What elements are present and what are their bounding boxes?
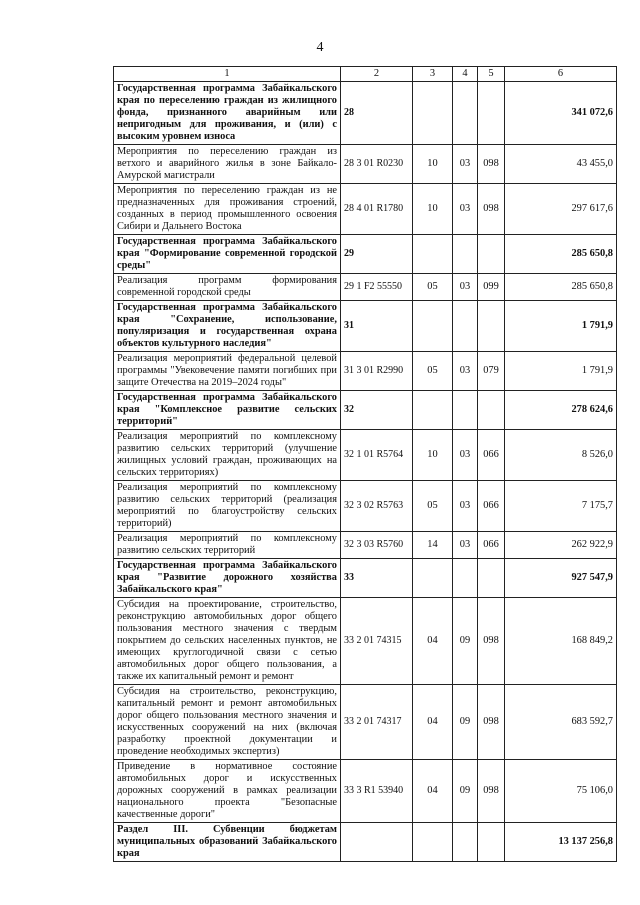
row-amount-cell: 8 526,0 [505, 430, 617, 481]
table-row [114, 823, 617, 862]
row-subsection-cell: 09 [453, 760, 478, 823]
table-row [114, 82, 617, 145]
table-row [114, 352, 617, 391]
row-amount-cell: 168 849,2 [505, 598, 617, 685]
row-subsection-cell: 03 [453, 274, 478, 301]
row-subsection-cell [453, 301, 478, 352]
row-expense-type-cell: 098 [478, 145, 505, 184]
row-name-cell: Государственная программа Забайкальского края по переселению граждан из жилищного фонда, признанного аварийным или непригодным для проживания, и (или) с высоким уровнем износа [114, 82, 341, 145]
row-name-cell: Мероприятия по переселению граждан из ветхого и аварийного жилья в зоне Байкало-Амурской магистрали [114, 145, 341, 184]
column-header: 3 [413, 67, 453, 82]
table-row [114, 391, 617, 430]
row-name-cell: Государственная программа Забайкальского края "Сохранение, использование, популяризация и государственная охрана объектов культурного наследия" [114, 301, 341, 352]
table-row [114, 760, 617, 823]
table-row [114, 274, 617, 301]
row-expense-type-cell [478, 301, 505, 352]
column-header: 2 [341, 67, 413, 82]
row-expense-type-cell: 098 [478, 685, 505, 760]
row-code-cell: 33 3 R1 53940 [341, 760, 413, 823]
row-section-cell: 04 [413, 760, 453, 823]
row-name-cell: Приведение в нормативное состояние автомобильных дорог и искусственных дорожных сооружений в рамках реализации национального проекта "Безопасные качественные дороги" [114, 760, 341, 823]
row-code-cell [341, 823, 413, 862]
row-subsection-cell: 09 [453, 685, 478, 760]
row-code-cell: 32 3 03 R5760 [341, 532, 413, 559]
row-amount-cell: 683 592,7 [505, 685, 617, 760]
row-code-cell: 33 2 01 74317 [341, 685, 413, 760]
row-expense-type-cell [478, 391, 505, 430]
row-expense-type-cell [478, 82, 505, 145]
table-body [114, 82, 617, 862]
row-expense-type-cell: 066 [478, 481, 505, 532]
row-code-cell: 33 2 01 74315 [341, 598, 413, 685]
row-subsection-cell [453, 82, 478, 145]
row-subsection-cell: 03 [453, 352, 478, 391]
row-expense-type-cell: 098 [478, 760, 505, 823]
row-expense-type-cell: 079 [478, 352, 505, 391]
column-header: 5 [478, 67, 505, 82]
row-amount-cell: 13 137 256,8 [505, 823, 617, 862]
row-expense-type-cell [478, 823, 505, 862]
row-section-cell [413, 823, 453, 862]
row-expense-type-cell: 098 [478, 184, 505, 235]
row-amount-cell: 1 791,9 [505, 301, 617, 352]
row-subsection-cell: 03 [453, 481, 478, 532]
row-expense-type-cell: 098 [478, 598, 505, 685]
table-row [114, 559, 617, 598]
row-code-cell: 28 [341, 82, 413, 145]
row-name-cell: Раздел III. Субвенции бюджетам муниципальных образований Забайкальского края [114, 823, 341, 862]
row-expense-type-cell [478, 559, 505, 598]
row-section-cell [413, 391, 453, 430]
row-name-cell: Государственная программа Забайкальского края "Развитие дорожного хозяйства Забайкальского края" [114, 559, 341, 598]
row-amount-cell: 43 455,0 [505, 145, 617, 184]
row-name-cell: Мероприятия по переселению граждан из не предназначенных для проживания строений, созданных в период промышленного освоения Сибири и Дальнего Востока [114, 184, 341, 235]
table-row [114, 430, 617, 481]
row-name-cell: Реализация программ формирования современной городской среды [114, 274, 341, 301]
row-subsection-cell: 03 [453, 184, 478, 235]
table-row [114, 301, 617, 352]
row-name-cell: Реализация мероприятий по комплексному развитию сельских территорий [114, 532, 341, 559]
row-amount-cell: 262 922,9 [505, 532, 617, 559]
budget-table [113, 66, 617, 862]
row-section-cell [413, 82, 453, 145]
table-row [114, 685, 617, 760]
row-subsection-cell [453, 235, 478, 274]
row-code-cell: 32 1 01 R5764 [341, 430, 413, 481]
table-row [114, 598, 617, 685]
row-code-cell: 31 3 01 R2990 [341, 352, 413, 391]
column-header: 4 [453, 67, 478, 82]
column-header: 1 [114, 67, 341, 82]
row-subsection-cell: 03 [453, 532, 478, 559]
row-code-cell: 29 1 F2 55550 [341, 274, 413, 301]
row-subsection-cell: 03 [453, 145, 478, 184]
table-header-row [114, 67, 617, 82]
row-name-cell: Государственная программа Забайкальского края "Формирование современной городской среды" [114, 235, 341, 274]
row-section-cell: 10 [413, 184, 453, 235]
page-number: 4 [316, 40, 324, 55]
row-amount-cell: 927 547,9 [505, 559, 617, 598]
row-expense-type-cell: 099 [478, 274, 505, 301]
row-code-cell: 32 3 02 R5763 [341, 481, 413, 532]
table-row [114, 235, 617, 274]
row-section-cell [413, 301, 453, 352]
row-subsection-cell: 09 [453, 598, 478, 685]
row-section-cell: 05 [413, 481, 453, 532]
row-amount-cell: 285 650,8 [505, 235, 617, 274]
row-section-cell: 04 [413, 598, 453, 685]
table-row [114, 145, 617, 184]
row-amount-cell: 297 617,6 [505, 184, 617, 235]
row-code-cell: 31 [341, 301, 413, 352]
row-code-cell: 29 [341, 235, 413, 274]
row-subsection-cell [453, 391, 478, 430]
row-expense-type-cell: 066 [478, 532, 505, 559]
row-amount-cell: 1 791,9 [505, 352, 617, 391]
row-section-cell: 05 [413, 274, 453, 301]
row-section-cell: 04 [413, 685, 453, 760]
table-row [114, 532, 617, 559]
row-name-cell: Государственная программа Забайкальского края "Комплексное развитие сельских территорий" [114, 391, 341, 430]
row-expense-type-cell: 066 [478, 430, 505, 481]
row-amount-cell: 278 624,6 [505, 391, 617, 430]
row-subsection-cell: 03 [453, 430, 478, 481]
column-header: 6 [505, 67, 617, 82]
row-section-cell: 05 [413, 352, 453, 391]
row-amount-cell: 285 650,8 [505, 274, 617, 301]
table-row [114, 481, 617, 532]
row-name-cell: Реализация мероприятий по комплексному развитию сельских территорий (реализация мероприятий по благоустройству сельских территорий) [114, 481, 341, 532]
row-code-cell: 32 [341, 391, 413, 430]
row-code-cell: 28 4 01 R1780 [341, 184, 413, 235]
row-amount-cell: 7 175,7 [505, 481, 617, 532]
row-amount-cell: 75 106,0 [505, 760, 617, 823]
row-subsection-cell [453, 559, 478, 598]
row-code-cell: 28 3 01 R0230 [341, 145, 413, 184]
row-section-cell: 10 [413, 430, 453, 481]
row-subsection-cell [453, 823, 478, 862]
row-amount-cell: 341 072,6 [505, 82, 617, 145]
row-code-cell: 33 [341, 559, 413, 598]
row-section-cell [413, 559, 453, 598]
row-name-cell: Субсидия на строительство, реконструкцию, капитальный ремонт и ремонт автомобильных дорог общего пользования местного значения и искусственных сооружений на них (включая разработку проектной документации и проведение необходимых экспертиз) [114, 685, 341, 760]
row-name-cell: Реализация мероприятий федеральной целевой программы "Увековечение памяти погибших при защите Отечества на 2019–2024 годы" [114, 352, 341, 391]
table-row [114, 184, 617, 235]
row-section-cell: 10 [413, 145, 453, 184]
row-name-cell: Субсидия на проектирование, строительство, реконструкцию автомобильных дорог общего пользования местного значения с твердым покрытием до сельских населенных пунктов, не имеющих круглогодичной связи с сетью автомобильных дорог общего пользования, а также их капитальный ремонт и ремонт [114, 598, 341, 685]
row-section-cell: 14 [413, 532, 453, 559]
row-section-cell [413, 235, 453, 274]
row-name-cell: Реализация мероприятий по комплексному развитию сельских территорий (улучшение жилищных условий граждан, проживающих на сельских территориях) [114, 430, 341, 481]
row-expense-type-cell [478, 235, 505, 274]
